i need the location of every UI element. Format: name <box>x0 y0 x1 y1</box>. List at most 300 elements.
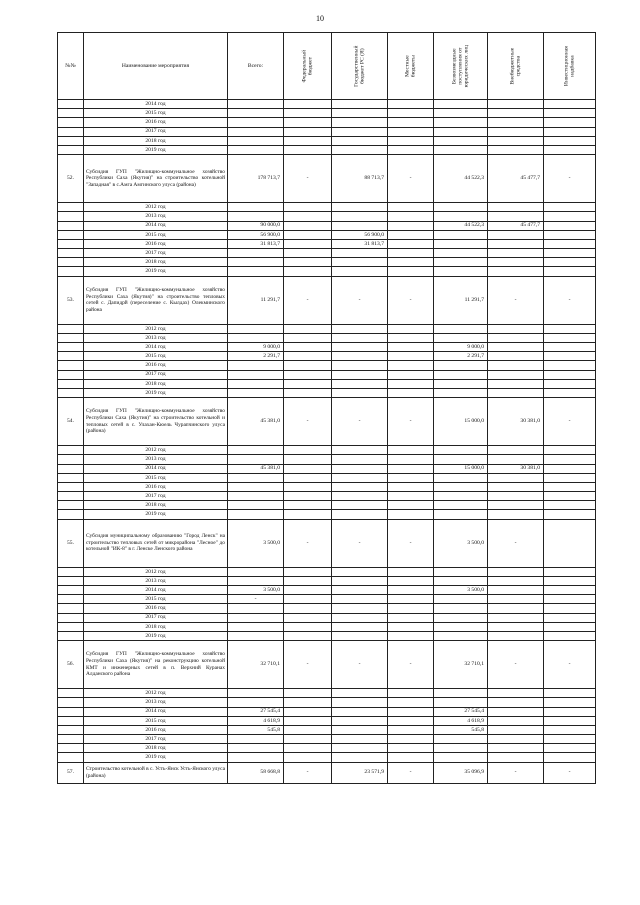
cell-legal-entities <box>434 613 488 622</box>
cell-legal-entities: 3 500,0 <box>434 519 488 567</box>
cell-activity-name: 2019 год <box>84 145 228 154</box>
table-row-year <box>58 631 596 640</box>
cell-investment: - <box>544 276 596 324</box>
cell-activity-name: Субсидия муниципальному образованию "Город Ленск" на строительство тепловых сетей от микрорайона "Лесное" до котельной "ИК-8" в г. Ленске Ленского района <box>84 519 228 567</box>
cell-activity-name: 2019 год <box>84 267 228 276</box>
table-row-year <box>58 744 596 753</box>
cell-number <box>58 258 84 267</box>
table-row-year <box>58 212 596 221</box>
cell-number <box>58 567 84 576</box>
cell-number <box>58 212 84 221</box>
cell-investment <box>544 324 596 333</box>
table-row-activity <box>58 276 596 324</box>
cell-activity-name: 2019 год <box>84 631 228 640</box>
cell-total <box>228 613 284 622</box>
cell-local <box>388 239 434 248</box>
cell-number <box>58 100 84 109</box>
cell-state-budget <box>332 221 388 230</box>
cell-investment <box>544 388 596 397</box>
table-body <box>58 100 596 784</box>
cell-federal <box>284 249 332 258</box>
table-row-year <box>58 109 596 118</box>
cell-number: 56. <box>58 641 84 689</box>
cell-investment <box>544 689 596 698</box>
table-row-year <box>58 576 596 585</box>
cell-total <box>228 604 284 613</box>
cell-local: - <box>388 155 434 203</box>
cell-legal-entities <box>434 604 488 613</box>
cell-investment <box>544 136 596 145</box>
cell-local <box>388 576 434 585</box>
cell-state-budget: - <box>332 398 388 446</box>
cell-legal-entities: 3 500,0 <box>434 586 488 595</box>
table-row-year <box>58 510 596 519</box>
cell-legal-entities: 35 096,9 <box>434 762 488 783</box>
cell-local: - <box>388 641 434 689</box>
cell-federal <box>284 145 332 154</box>
cell-state-budget <box>332 324 388 333</box>
cell-federal <box>284 725 332 734</box>
cell-number <box>58 446 84 455</box>
cell-investment <box>544 127 596 136</box>
cell-legal-entities <box>434 576 488 585</box>
cell-legal-entities: 9 000,0 <box>434 343 488 352</box>
table-row-year <box>58 595 596 604</box>
table-row-year <box>58 698 596 707</box>
cell-number <box>58 473 84 482</box>
cell-number <box>58 613 84 622</box>
cell-federal <box>284 753 332 762</box>
cell-state-budget: 88 713,7 <box>332 155 388 203</box>
cell-activity-name: Субсидия ГУП "Жилищно-коммунальное хозяйство Республики Саха (Якутия)" на реконструкцию котельной КМТ и инженерных сетей в п. Верхний Куранах Алданского района <box>84 641 228 689</box>
cell-federal <box>284 604 332 613</box>
cell-number <box>58 576 84 585</box>
cell-investment <box>544 735 596 744</box>
cell-investment <box>544 455 596 464</box>
cell-state-budget <box>332 455 388 464</box>
cell-total: 90 000,0 <box>228 221 284 230</box>
table-row-activity <box>58 155 596 203</box>
cell-investment <box>544 519 596 567</box>
cell-investment <box>544 109 596 118</box>
cell-activity-name: 2018 год <box>84 501 228 510</box>
cell-investment <box>544 492 596 501</box>
cell-local <box>388 622 434 631</box>
cell-local <box>388 604 434 613</box>
cell-local <box>388 267 434 276</box>
cell-activity-name: 2016 год <box>84 239 228 248</box>
cell-legal-entities <box>434 109 488 118</box>
cell-number <box>58 464 84 473</box>
cell-investment <box>544 212 596 221</box>
cell-local <box>388 744 434 753</box>
cell-number <box>58 586 84 595</box>
cell-activity-name: 2019 год <box>84 753 228 762</box>
cell-local <box>388 473 434 482</box>
table-row-year <box>58 725 596 734</box>
cell-local <box>388 388 434 397</box>
cell-federal <box>284 333 332 342</box>
cell-legal-entities <box>434 689 488 698</box>
table-row-year <box>58 492 596 501</box>
cell-activity-name: 2012 год <box>84 324 228 333</box>
cell-activity-name: 2015 год <box>84 595 228 604</box>
cell-state-budget <box>332 352 388 361</box>
cell-extrabudgetary: - <box>488 641 544 689</box>
cell-local <box>388 455 434 464</box>
cell-extrabudgetary <box>488 473 544 482</box>
table-row-year <box>58 455 596 464</box>
cell-local <box>388 725 434 734</box>
cell-local <box>388 716 434 725</box>
cell-total: 3 500,0 <box>228 519 284 567</box>
cell-total <box>228 576 284 585</box>
cell-local <box>388 753 434 762</box>
cell-local <box>388 567 434 576</box>
cell-total <box>228 212 284 221</box>
cell-federal <box>284 343 332 352</box>
cell-legal-entities <box>434 501 488 510</box>
cell-total <box>228 735 284 744</box>
cell-investment <box>544 604 596 613</box>
cell-legal-entities <box>434 622 488 631</box>
cell-legal-entities <box>434 324 488 333</box>
cell-local <box>388 127 434 136</box>
cell-activity-name: 2013 год <box>84 455 228 464</box>
cell-local <box>388 249 434 258</box>
cell-investment <box>544 379 596 388</box>
cell-investment <box>544 595 596 604</box>
cell-state-budget <box>332 725 388 734</box>
cell-investment <box>544 631 596 640</box>
cell-number <box>58 455 84 464</box>
cell-number <box>58 109 84 118</box>
cell-local <box>388 586 434 595</box>
table-row-year <box>58 501 596 510</box>
cell-federal <box>284 221 332 230</box>
cell-federal <box>284 203 332 212</box>
cell-extrabudgetary <box>488 631 544 640</box>
cell-investment <box>544 221 596 230</box>
cell-activity-name: 2012 год <box>84 203 228 212</box>
cell-state-budget <box>332 118 388 127</box>
cell-legal-entities <box>434 455 488 464</box>
cell-extrabudgetary: - <box>488 519 544 567</box>
cell-investment <box>544 707 596 716</box>
cell-activity-name: 2014 год <box>84 343 228 352</box>
cell-investment <box>544 576 596 585</box>
cell-extrabudgetary <box>488 203 544 212</box>
cell-total: 32 710,1 <box>228 641 284 689</box>
table-row-year <box>58 136 596 145</box>
cell-federal <box>284 689 332 698</box>
cell-extrabudgetary <box>488 136 544 145</box>
cell-number <box>58 324 84 333</box>
cell-legal-entities: 545,8 <box>434 725 488 734</box>
cell-investment: - <box>544 398 596 446</box>
cell-state-budget <box>332 203 388 212</box>
cell-extrabudgetary <box>488 324 544 333</box>
cell-investment <box>544 473 596 482</box>
cell-investment <box>544 343 596 352</box>
cell-extrabudgetary <box>488 230 544 239</box>
cell-federal: - <box>284 398 332 446</box>
cell-legal-entities <box>434 744 488 753</box>
cell-legal-entities <box>434 388 488 397</box>
cell-federal <box>284 735 332 744</box>
cell-investment <box>544 464 596 473</box>
table-row-year <box>58 473 596 482</box>
cell-activity-name: Субсидия ГУП "Жилищно-коммунальное хозяйство Республики Саха (Якутия)" на строительство котельной и тепловых сетей в с. Улахан-Кюель Чурапчинского улуса (района) <box>84 398 228 446</box>
cell-number <box>58 492 84 501</box>
cell-state-budget <box>332 567 388 576</box>
cell-local <box>388 482 434 491</box>
cell-investment <box>544 586 596 595</box>
cell-local <box>388 324 434 333</box>
cell-number <box>58 698 84 707</box>
cell-activity-name: 2018 год <box>84 622 228 631</box>
table-row-year <box>58 388 596 397</box>
cell-extrabudgetary <box>488 716 544 725</box>
table-row-year <box>58 716 596 725</box>
cell-legal-entities <box>434 203 488 212</box>
cell-activity-name: 2012 год <box>84 567 228 576</box>
cell-legal-entities <box>434 118 488 127</box>
cell-investment <box>544 239 596 248</box>
cell-state-budget: 23 571,9 <box>332 762 388 783</box>
cell-state-budget: - <box>332 276 388 324</box>
cell-state-budget <box>332 613 388 622</box>
cell-activity-name: 2018 год <box>84 379 228 388</box>
program-activities-table <box>57 32 596 784</box>
cell-activity-name: 2017 год <box>84 370 228 379</box>
cell-legal-entities <box>434 510 488 519</box>
cell-total: 2 291,7 <box>228 352 284 361</box>
cell-legal-entities <box>434 136 488 145</box>
cell-total: 45 381,0 <box>228 398 284 446</box>
cell-federal <box>284 324 332 333</box>
cell-number <box>58 388 84 397</box>
cell-state-budget <box>332 576 388 585</box>
cell-federal <box>284 576 332 585</box>
cell-extrabudgetary <box>488 267 544 276</box>
cell-total: 178 713,7 <box>228 155 284 203</box>
cell-legal-entities <box>434 258 488 267</box>
cell-state-budget <box>332 604 388 613</box>
cell-local <box>388 446 434 455</box>
cell-investment <box>544 613 596 622</box>
table-row-year <box>58 145 596 154</box>
cell-investment <box>544 744 596 753</box>
cell-legal-entities <box>434 567 488 576</box>
cell-total <box>228 753 284 762</box>
cell-activity-name: 2016 год <box>84 482 228 491</box>
table-row-year <box>58 622 596 631</box>
cell-state-budget <box>332 744 388 753</box>
cell-investment <box>544 725 596 734</box>
cell-total <box>228 361 284 370</box>
cell-federal: - <box>284 641 332 689</box>
header-state-budget: Государственный бюджет РС (Я) <box>332 33 388 100</box>
cell-number <box>58 249 84 258</box>
cell-local <box>388 501 434 510</box>
cell-total <box>228 492 284 501</box>
cell-total: - <box>228 595 284 604</box>
header-legal-entities: Безвозмездные поступления от юридических лиц <box>434 33 488 100</box>
cell-total <box>228 631 284 640</box>
cell-local <box>388 221 434 230</box>
cell-activity-name: 2015 год <box>84 473 228 482</box>
cell-state-budget <box>332 510 388 519</box>
cell-federal <box>284 379 332 388</box>
cell-legal-entities: 27 545,4 <box>434 707 488 716</box>
cell-state-budget <box>332 388 388 397</box>
cell-federal <box>284 230 332 239</box>
cell-number <box>58 127 84 136</box>
cell-local <box>388 258 434 267</box>
cell-state-budget <box>332 501 388 510</box>
table-row-year <box>58 324 596 333</box>
table-row-year <box>58 127 596 136</box>
cell-legal-entities: 15 000,0 <box>434 398 488 446</box>
cell-total: 45 381,0 <box>228 464 284 473</box>
cell-extrabudgetary: - <box>488 762 544 783</box>
cell-extrabudgetary: 45 477,7 <box>488 221 544 230</box>
cell-legal-entities <box>434 333 488 342</box>
cell-state-budget <box>332 586 388 595</box>
table-row-year <box>58 118 596 127</box>
cell-total: 4 618,9 <box>228 716 284 725</box>
cell-total <box>228 379 284 388</box>
table-row-year <box>58 604 596 613</box>
cell-investment <box>544 361 596 370</box>
cell-state-budget <box>332 631 388 640</box>
cell-total <box>228 324 284 333</box>
table-row-year <box>58 379 596 388</box>
cell-total: 31 813,7 <box>228 239 284 248</box>
cell-activity-name: 2013 год <box>84 212 228 221</box>
cell-number <box>58 145 84 154</box>
cell-extrabudgetary <box>488 689 544 698</box>
cell-local <box>388 689 434 698</box>
cell-legal-entities: 4 618,9 <box>434 716 488 725</box>
header-federal-budget: Федеральный бюджет <box>284 33 332 100</box>
cell-extrabudgetary <box>488 249 544 258</box>
cell-federal <box>284 492 332 501</box>
cell-total: 56 900,0 <box>228 230 284 239</box>
cell-investment: - <box>544 641 596 689</box>
cell-extrabudgetary <box>488 127 544 136</box>
cell-investment <box>544 203 596 212</box>
table-row-year <box>58 100 596 109</box>
header-activity-name: Наименование мероприятия <box>84 33 228 100</box>
table-row-year <box>58 333 596 342</box>
header-investment-surcharge: Инвестиционная надбавка <box>544 33 596 100</box>
table-row-year <box>58 230 596 239</box>
cell-activity-name: 2014 год <box>84 707 228 716</box>
cell-federal <box>284 622 332 631</box>
cell-activity-name: 2014 год <box>84 100 228 109</box>
cell-extrabudgetary <box>488 595 544 604</box>
cell-total <box>228 482 284 491</box>
table-row-year <box>58 249 596 258</box>
cell-extrabudgetary <box>488 212 544 221</box>
cell-federal <box>284 567 332 576</box>
cell-legal-entities: 32 710,1 <box>434 641 488 689</box>
cell-extrabudgetary <box>488 510 544 519</box>
table-row-year <box>58 613 596 622</box>
cell-local <box>388 230 434 239</box>
cell-federal <box>284 109 332 118</box>
cell-legal-entities <box>434 595 488 604</box>
cell-investment <box>544 370 596 379</box>
cell-federal <box>284 586 332 595</box>
table-row-year <box>58 482 596 491</box>
cell-extrabudgetary: 45 477,7 <box>488 155 544 203</box>
cell-legal-entities: 44 522,3 <box>434 221 488 230</box>
cell-state-budget <box>332 145 388 154</box>
cell-activity-name: 2017 год <box>84 249 228 258</box>
cell-activity-name: 2019 год <box>84 510 228 519</box>
cell-extrabudgetary <box>488 370 544 379</box>
cell-state-budget: 56 900,0 <box>332 230 388 239</box>
cell-legal-entities: 15 000,0 <box>434 464 488 473</box>
cell-local: - <box>388 398 434 446</box>
cell-total <box>228 510 284 519</box>
table-row-year <box>58 343 596 352</box>
cell-activity-name: 2018 год <box>84 258 228 267</box>
cell-legal-entities <box>434 212 488 221</box>
cell-extrabudgetary <box>488 613 544 622</box>
table-row-year <box>58 267 596 276</box>
cell-extrabudgetary <box>488 744 544 753</box>
table-row-year <box>58 258 596 267</box>
cell-state-budget <box>332 109 388 118</box>
cell-legal-entities <box>434 473 488 482</box>
cell-number <box>58 707 84 716</box>
cell-federal <box>284 698 332 707</box>
cell-extrabudgetary <box>488 388 544 397</box>
cell-total: 9 000,0 <box>228 343 284 352</box>
cell-local <box>388 212 434 221</box>
cell-activity-name: 2018 год <box>84 136 228 145</box>
cell-total: 3 500,0 <box>228 586 284 595</box>
cell-legal-entities <box>434 370 488 379</box>
cell-state-budget <box>332 707 388 716</box>
cell-extrabudgetary <box>488 239 544 248</box>
cell-state-budget <box>332 753 388 762</box>
cell-extrabudgetary <box>488 100 544 109</box>
cell-state-budget <box>332 212 388 221</box>
cell-extrabudgetary <box>488 492 544 501</box>
cell-activity-name: 2014 год <box>84 221 228 230</box>
cell-local: - <box>388 762 434 783</box>
cell-legal-entities <box>434 249 488 258</box>
cell-extrabudgetary <box>488 567 544 576</box>
cell-total <box>228 698 284 707</box>
cell-local <box>388 343 434 352</box>
cell-number <box>58 118 84 127</box>
cell-federal <box>284 744 332 753</box>
cell-investment <box>544 100 596 109</box>
header-extrabudgetary: Внебюджетные средства <box>488 33 544 100</box>
table-row-year <box>58 567 596 576</box>
cell-total <box>228 370 284 379</box>
cell-legal-entities: 2 291,7 <box>434 352 488 361</box>
cell-investment <box>544 510 596 519</box>
cell-state-budget <box>332 249 388 258</box>
cell-total <box>228 501 284 510</box>
